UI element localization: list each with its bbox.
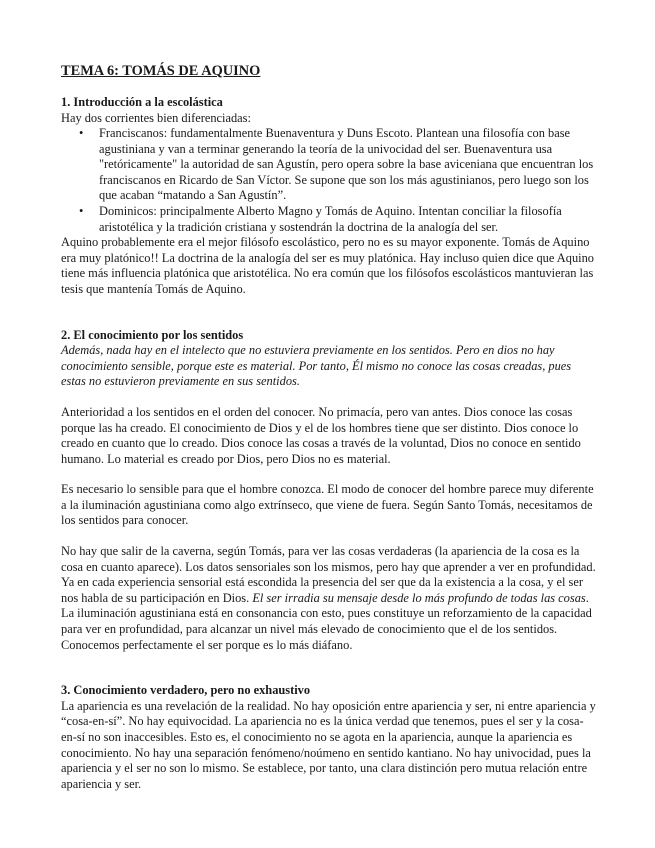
page-title: TEMA 6: TOMÁS DE AQUINO bbox=[61, 63, 261, 79]
section-2-paragraph-2: Es necesario lo sensible para que el hombre conozca. El modo de conocer del hombre parece muy diferente a la iluminación agustiniana como algo extrínseco, que viene de fuera. Según Santo Tomás, necesitamos de los sentidos para conocer. bbox=[61, 482, 594, 528]
section-2-italic-intro: Además, nada hay en el intelecto que no estuviera previamente en los sentidos. Pero en dios no hay conocimiento sensible, porque este es material. Por tanto, Él mismo no conoce las cosas creadas, pues estas no estuvieron previamente en sus sentidos. bbox=[61, 343, 572, 389]
section-1-list bbox=[61, 126, 597, 235]
list-item-franciscanos: • Franciscanos: fundamentalmente Buenaventura y Duns Escoto. Plantean una filosofía con base agustiniana y van a terminar generando la teoría de la univocidad del ser. Buenaventura usa "retóricamente" la autoridad de san Agustín, pero opera sobre la base aviceniana que encuentran los franciscanos en Ricardo de San Víctor. Se supone que son los más agustinianos, pero luego son los que acaban “matando a San Agustín”. bbox=[99, 126, 597, 204]
section-3-paragraph-1: La apariencia es una revelación de la realidad. No hay oposición entre apariencia y ser, ni entre apariencia y “cosa-en-sí”. No hay equivocidad. La apariencia no es la única verdad que tenemos, pues el ser y la cosa-en-sí no son inaccesibles. Esto es, el conocimiento no se agota en la apariencia, aunque la apariencia es conocimiento. No hay una separación fenómeno/noúmeno en sentido kantiano. No hay univocidad, pues la apariencia y el ser no son lo mismo. Se establece, por tanto, una clara distinción pero mutua relación entre apariencia y ser. bbox=[61, 698, 596, 791]
section-1-intro: Hay dos corrientes bien diferenciadas: bbox=[61, 110, 251, 125]
list-item-dominicos: • Dominicos: principalmente Alberto Magno y Tomás de Aquino. Intentan conciliar la filosofía aristotélica y la tradición cristiana y sostendrán la doctrina de la analogía del ser. bbox=[99, 204, 597, 235]
section-2-paragraph-3: No hay que salir de la caverna, según Tomás, para ver las cosas verdaderas (la apariencia de la cosa es la cosa en cuanto aparece). Los datos sensoriales son los mismos, pero hay que aprender a ver en profundidad. Ya en cada experiencia sensorial está escondida la presencia del ser que da la existencia a la cosa, y el ser nos habla de su participación en Dios. El ser irradia su mensaje desde lo más profundo de todas las cosas. La iluminación agustiniana está en consonancia con esto, pues constituye un reforzamiento de la capacidad para ver en profundidad, para alcanzar un nivel más elevado de conocimiento que el de los sentidos. Conocemos perfectamente el ser porque es lo más diáfano. bbox=[61, 544, 596, 652]
section-2-heading: 2. El conocimiento por los sentidos bbox=[61, 327, 244, 342]
section-2-paragraph-1: Anterioridad a los sentidos en el orden del conocer. No primacía, pero van antes. Dios conoce las cosas porque las ha creado. El conocimiento de Dios y el de los hombres tiene que ser distinto. Dios conoce lo creado en cuanto que lo creado. Dios conoce las cosas a través de la voluntad, Dios no conoce en sentido humano. Lo material es creado por Dios, pero Dios no es material. bbox=[61, 404, 581, 466]
section-1-closing: Aquino probablemente era el mejor filósofo escolástico, pero no es su mayor exponente. Tomás de Aquino era muy platónico!! La doctrina de la analogía del ser es muy platónica. Hay incluso quien dice que Aquino tiene más influencia platónica que aristotélica. No era común que los filósofos escolásticos mantuvieran las tesis que mantenía Tomás de Aquino. bbox=[61, 235, 594, 297]
section-3-heading: 3. Conocimiento verdadero, pero no exhaustivo bbox=[61, 683, 311, 698]
section-1-heading: 1. Introducción a la escolástica bbox=[61, 95, 223, 109]
